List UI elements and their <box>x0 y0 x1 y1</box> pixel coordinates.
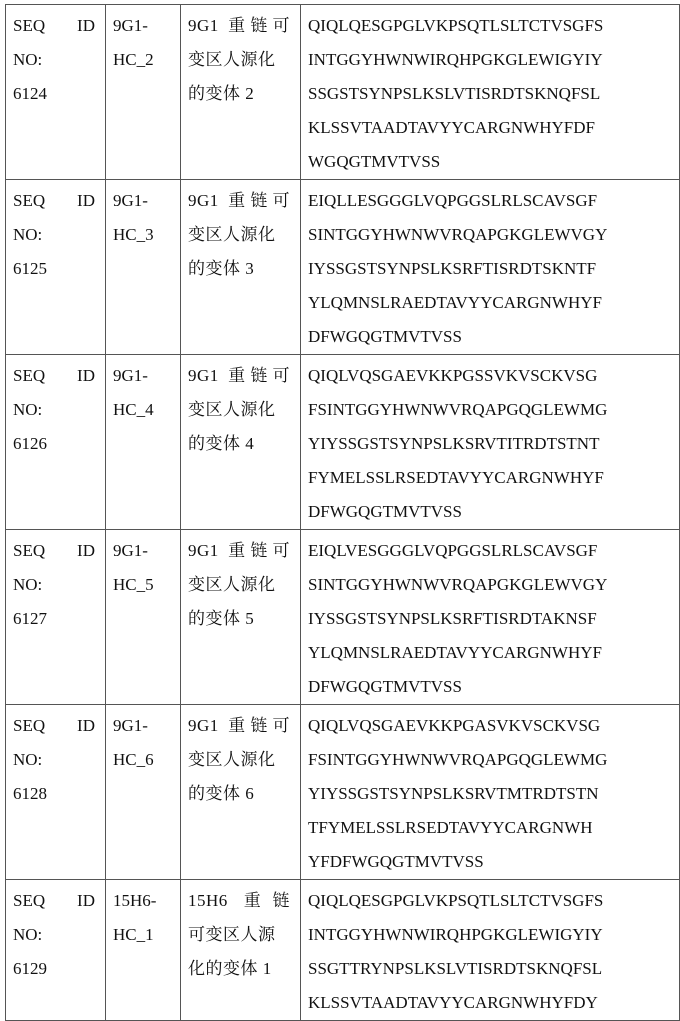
seq-id-line: NO: <box>13 43 99 77</box>
seq-id-line: 6129 <box>13 952 99 986</box>
sequence-line: QIQLQESGPGLVKPSQTLSLTCTVSGFS <box>308 884 673 918</box>
seq-id-line: 6128 <box>13 777 99 811</box>
seq-id-line: NO: <box>13 918 99 952</box>
sequence-line: EIQLVESGGGLVQPGGSLRLSCAVSGF <box>308 534 673 568</box>
sequence-line: WGQGTMVTVSS <box>308 145 673 179</box>
seq-id-line: SEQ ID <box>13 9 99 43</box>
description-line: 变区人源化 <box>188 43 294 77</box>
description-cell <box>181 530 301 705</box>
seq-id-line: 6127 <box>13 602 99 636</box>
sequence-line: SINTGGYHWNWVRQAPGKGLEWVGY <box>308 568 673 602</box>
sequence-cell <box>301 180 680 355</box>
description-line: 9G1 重链可 <box>188 9 294 43</box>
description-cell <box>181 5 301 180</box>
seq-id-line: SEQ ID <box>13 884 99 918</box>
name-cell <box>106 530 181 705</box>
sequence-line: YIYSSGSTSYNPSLKSRVTMTRDTSTN <box>308 777 673 811</box>
sequence-line: IYSSGSTSYNPSLKSRFTISRDTSKNTF <box>308 252 673 286</box>
sequence-line: SSGSTSYNPSLKSLVTISRDTSKNQFSL <box>308 77 673 111</box>
seq-id-line: SEQ ID <box>13 184 99 218</box>
description-line: 变区人源化 <box>188 393 294 427</box>
sequence-line: YLQMNSLRAEDTAVYYCARGNWHYF <box>308 636 673 670</box>
seq-id-line: 6125 <box>13 252 99 286</box>
name-line: HC_3 <box>113 218 174 252</box>
table-row <box>6 355 680 530</box>
sequence-line: DFWGQGTMVTVSS <box>308 320 673 354</box>
table-body <box>6 5 680 1021</box>
name-line: 15H6- <box>113 884 174 918</box>
description-line: 的变体 6 <box>188 777 294 811</box>
seq-id-line: SEQ ID <box>13 709 99 743</box>
sequence-table <box>5 4 680 1021</box>
description-line: 化的变体 1 <box>188 952 294 986</box>
sequence-line: KLSSVTAADTAVYYCARGNWHYFDY <box>308 986 673 1020</box>
seq-id-line: 6126 <box>13 427 99 461</box>
name-line: HC_5 <box>113 568 174 602</box>
seq-id-line: NO: <box>13 218 99 252</box>
table-row <box>6 5 680 180</box>
sequence-line: DFWGQGTMVTVSS <box>308 670 673 704</box>
sequence-line: FYMELSSLRSEDTAVYYCARGNWHYF <box>308 461 673 495</box>
sequence-line: TFYMELSSLRSEDTAVYYCARGNWH <box>308 811 673 845</box>
description-line: 9G1 重链可 <box>188 184 294 218</box>
name-line: HC_2 <box>113 43 174 77</box>
seq-id-line: NO: <box>13 393 99 427</box>
seq-id-cell <box>6 180 106 355</box>
description-line: 15H6 重链 <box>188 884 294 918</box>
sequence-line: QIQLVQSGAEVKKPGASVKVSCKVSG <box>308 709 673 743</box>
table-row <box>6 705 680 880</box>
name-line: 9G1- <box>113 709 174 743</box>
description-cell <box>181 180 301 355</box>
sequence-line: QIQLVQSGAEVKKPGSSVKVSCKVSG <box>308 359 673 393</box>
name-line: 9G1- <box>113 9 174 43</box>
description-line: 9G1 重链可 <box>188 359 294 393</box>
sequence-line: KLSSVTAADTAVYYCARGNWHYFDF <box>308 111 673 145</box>
seq-id-cell <box>6 880 106 1021</box>
table-row <box>6 880 680 1021</box>
name-line: 9G1- <box>113 359 174 393</box>
name-line: 9G1- <box>113 184 174 218</box>
seq-id-line: 6124 <box>13 77 99 111</box>
description-cell <box>181 705 301 880</box>
seq-id-line: NO: <box>13 568 99 602</box>
description-cell <box>181 880 301 1021</box>
name-cell <box>106 5 181 180</box>
sequence-line: INTGGYHWNWIRQHPGKGLEWIGYIY <box>308 43 673 77</box>
description-line: 的变体 2 <box>188 77 294 111</box>
description-line: 9G1 重链可 <box>188 534 294 568</box>
sequence-line: INTGGYHWNWIRQHPGKGLEWIGYIY <box>308 918 673 952</box>
name-cell <box>106 880 181 1021</box>
seq-id-cell <box>6 705 106 880</box>
seq-id-cell <box>6 5 106 180</box>
seq-id-cell <box>6 355 106 530</box>
description-line: 可变区人源 <box>188 918 294 952</box>
sequence-cell <box>301 705 680 880</box>
sequence-line: EIQLLESGGGLVQPGGSLRLSCAVSGF <box>308 184 673 218</box>
name-cell <box>106 705 181 880</box>
sequence-cell <box>301 530 680 705</box>
table-row <box>6 530 680 705</box>
sequence-line: DFWGQGTMVTVSS <box>308 495 673 529</box>
sequence-cell <box>301 355 680 530</box>
description-line: 的变体 5 <box>188 602 294 636</box>
description-line: 变区人源化 <box>188 743 294 777</box>
description-line: 的变体 4 <box>188 427 294 461</box>
description-line: 变区人源化 <box>188 218 294 252</box>
name-line: HC_4 <box>113 393 174 427</box>
table-row <box>6 180 680 355</box>
description-line: 变区人源化 <box>188 568 294 602</box>
sequence-cell <box>301 880 680 1021</box>
sequence-cell <box>301 5 680 180</box>
name-line: HC_1 <box>113 918 174 952</box>
sequence-line: YFDFWGQGTMVTVSS <box>308 845 673 879</box>
sequence-line: SINTGGYHWNWVRQAPGKGLEWVGY <box>308 218 673 252</box>
sequence-line: FSINTGGYHWNWVRQAPGQGLEWMG <box>308 743 673 777</box>
sequence-line: IYSSGSTSYNPSLKSRFTISRDTAKNSF <box>308 602 673 636</box>
seq-id-cell <box>6 530 106 705</box>
seq-id-line: SEQ ID <box>13 534 99 568</box>
sequence-line: YLQMNSLRAEDTAVYYCARGNWHYF <box>308 286 673 320</box>
description-line: 9G1 重链可 <box>188 709 294 743</box>
sequence-line: SSGTTRYNPSLKSLVTISRDTSKNQFSL <box>308 952 673 986</box>
name-line: 9G1- <box>113 534 174 568</box>
seq-id-line: SEQ ID <box>13 359 99 393</box>
sequence-line: FSINTGGYHWNWVRQAPGQGLEWMG <box>308 393 673 427</box>
sequence-line: QIQLQESGPGLVKPSQTLSLTCTVSGFS <box>308 9 673 43</box>
description-line: 的变体 3 <box>188 252 294 286</box>
description-cell <box>181 355 301 530</box>
name-cell <box>106 355 181 530</box>
name-cell <box>106 180 181 355</box>
sequence-line: YIYSSGSTSYNPSLKSRVTITRDTSTNT <box>308 427 673 461</box>
seq-id-line: NO: <box>13 743 99 777</box>
name-line: HC_6 <box>113 743 174 777</box>
